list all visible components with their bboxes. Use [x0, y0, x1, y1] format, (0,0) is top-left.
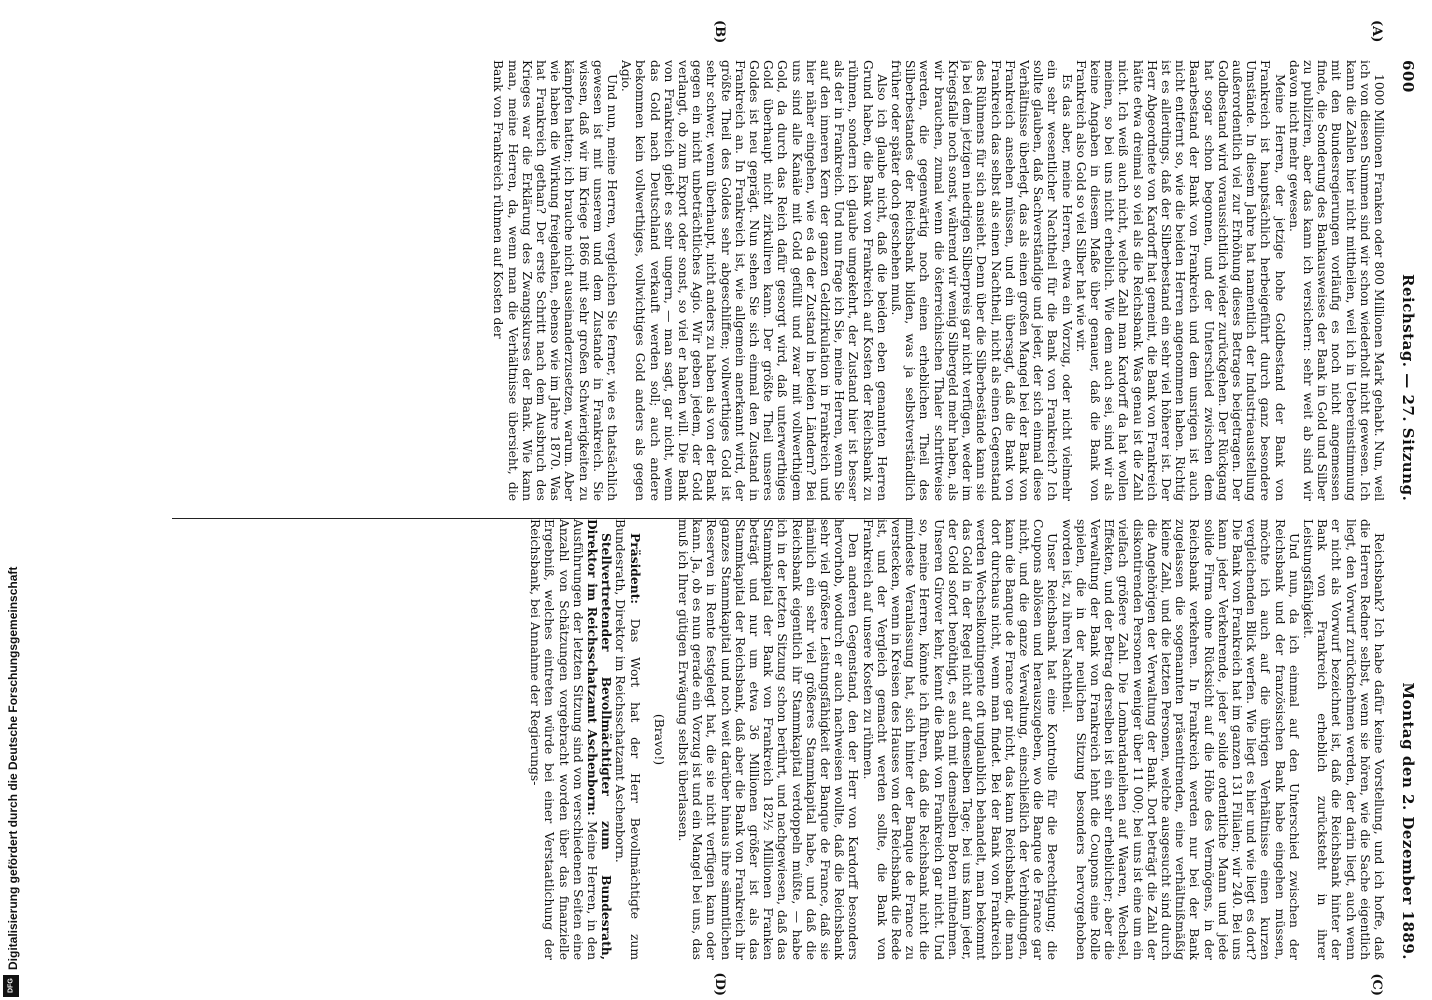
right-column: [140, 519, 1386, 960]
speaker-text: Meine Herren, in den Ausführungen der letzten Sitzung sind von verschiedenen Seiten eine Anzahl von Schätzungen vorgebracht worden über das finanzielle Ergebniß, welches eintreten würde bei einer Verstaatlichung der Reichsbank, bei Annahme der Regierungs-: [528, 519, 600, 960]
left-paragraph: Meine Herren, der jetzige hohe Goldbestand der Bank von Frankreich ist hauptsächlich herbeigeführt durch ganz besondere Umstände. In diesem Jahre hat namentlich der Industrieausstellung außerordentlich viel zur Erhöhung dieses Betrages beigetragen. Der Goldbestand wird voraussichtlich wieder zurückgehen. Der Rückgang hat sogar schon begonnen, und der Unterschied zwischen dem Baarbestand der Bank von Frankreich und dem unsrigen ist auch nicht entfernt so, wie die beiden Herren angenommen haben. Richtig ist es allerdings, daß der Silberbestand ein sehr viel höherer ist. Der Herr Abgeordnete von Kardorff hat gemeint, die Bank von Frankreich hätte etwa dreimal so viel als die Reichsbank. Was genau ist die Zahl nicht. Ich weiß auch nicht, welche Zahl man Kardorff da hat wollen meinen, so bei uns nicht erheblich. Wie dem auch sei, sind wir als keine Angaben in diesem Maße über genauer, daß die Bank von Frankreich also Gold so viel Silber hat wie wir.: [1073, 60, 1287, 501]
margin-mark-c: (C): [1369, 973, 1384, 996]
president-text: Das Wort hat der Herr Bevollmächtigte zum Bundesrath, Direktor im Reichsschatzamt Aschenborn.: [613, 519, 642, 960]
dfg-logo-icon: DFG: [3, 975, 19, 997]
right-paragraph: Unser Reichsbank hat eine Kontrolle für die Berechtigung; die Coupons ablösen und herauszugeben, wo die Banque de France gar nicht, und die ganze Verwaltung, einschließlich der Verbindungen, kann die Banque de France gar nicht, das kann Reichsbank, die man dort durchaus nicht, wenn man findet. Bei der Bank von Frankreich werden Wechselkontingente oft unglaublich behandelt, man bekommt das Gold in der Regel nicht auf demselben Tage; bei uns kann jeder, der Gold sofort benöthigt, es auch mit demselben Boten mitnehmen. Unseren Girover kehr, kennt die Bank von Frankreich gar nicht. Und so, meine Herren, könnte ich führen, daß die Reichsbank nicht die mindeste Veranlassung hat, sich hinter der Banque de France zu verstecken, wenn in Kreisen des Hauses von der Reichsbank die Rede ist, und der Vergleich gemacht werden sollte, die Bank von Frankreich auf unsere Kosten zu rühmen.: [860, 519, 1060, 960]
margin-mark-a: (A): [1369, 20, 1384, 43]
speaker-label: Stellvertretender Bevollmächtigter zum Bundesrath, Direktor im Reichsschatzamt Aschenborn:: [585, 519, 615, 960]
left-paragraph: Also ich glaube nicht, daß die beiden eben genannten Herren Grund haben, die Bank von Frankreich auf Kosten der Reichsbank zu rühmen, sondern ich glaube umgekehrt, der Zustand hier ist besser als der in Frankreich. Und nun frage ich Sie, meine Herren, wenn Sie auf den inneren Kern der ganzen Geldzirkulation in Frankreich und hier näher eingehen, wie es da der Zustand in beiden Ländern? Bei uns sind alle Kanäle mit Gold gefüllt und zwar mit vollwerthigem Gold, da durch das Reich dafür gesorgt wird, daß unterwerthiges Gold überhaupt nicht zirkuliren kann. Der größte Theil unseres Goldes ist neu geprägt. Nun sehen Sie sich einmal den Zustand in Frankreich an. In Frankreich ist, wie allgemein anerkannt wird, der größte Theil des Goldes sehr abgeschliffen; vollwerthiges Gold ist sehr schwer, wenn überhaupt, nicht anders zu haben als von der Bank gegen ein nicht unbeträchtliches Agio. Wir geben jedem, der Gold verlangt, ob zum Export oder sonst, so viel er haben will. Die Bank von Frankreich giebt es sehr ungern, — man sagt, gar nicht, wenn das Gold nach Deutschland verkauft werden soll; auch andere bekommen kein vollwerthiges, vollwichtiges Gold anders als gegen Agio.: [619, 60, 889, 501]
left-paragraph: 1000 Millionen Franken oder 800 Millionen Mark gehabt. Nun, weil ich von diesen Summen sind wir schon wiederholt nicht gewesen. Ich kann die Zahlen hier nicht mittheilen, weil ich in Uebereinstimmung mit den Bundesregierungen vorläufig es noch nicht angemessen finde, die Sonderung des Bankausweises der Bank in Gold und Silber zu publiziren, aber das kann ich versichern: sehr weit ab sind wir davon nicht mehr gewesen.: [1286, 60, 1386, 501]
margin-mark-d: (D): [712, 972, 727, 996]
right-paragraph: Den anderen Gegenstand, den der Herr von Kardorff besonders hervorhob, wodurch er auch nachweisen wollte, daß die Reichsbank sehr viel größere Leistungsfähigkeit der Banque de France, daß sie nämlich ein sehr viel größeres Stammkapital habe, und daß die Reichsbank eigentlich ihr Stammkapital verdoppeln müßte, — habe ich in der letzten Sitzung schon berührt, und nachgewiesen, daß das Stammkapital der Bank von Frankreich 182½ Millionen Franken beträgt und nur um etwa 36 Millionen größer ist als das Stammkapital der Reichsbank, daß aber die Bank von Frankreich ihr ganzes Stammkapital und noch weit darüber hinaus ihre sämmtlichen Reserven in Rente festgelegt hat, die sie nicht verfügen kann oder kann. Ja, ob es nun gerade ein Vorzug ist und ein Mangel bei uns, das muß ich Ihrer gütigen Erwägung selbst überlassen.: [676, 519, 861, 960]
speaker-remark: [528, 519, 613, 960]
margin-mark-b: (B): [712, 20, 727, 44]
right-paragraph: Und nun, da ich einmal auf den Unterschied zwischen der Reichsbank und der französischen Bank habe eingehen müssen, möchte ich auch auf die übrigen Verhältnisse einen kurzen vergleichenden Blick werfen. Wie liegt es hier und wie liegt es dort? Die Bank von Frankreich hat im ganzen 131 Filialen; wir 240. Bei uns kann jeder Verkehrende, jeder solide ordentliche Mann und jede solide Firma ohne Rücksicht auf die Höhe des Vermögens, in der Reichsbank verkehren. In Frankreich werden nur bei der Bank zugelassen die sogenannten präsentirenden, eine verhältnißmäßig kleine Zahl, und die letzten Personen, welche ausgesucht sind durch die Angehörigen der Verwaltung der Bank. Dort beträgt die Zahl der diskontirenden Personen weniger über 11 000; bei uns ist eine um ein vielfach größere Zahl. Die Lombardanleihen auf Waaren, Wechsel, Effekten, und der Betrag derselben ist ein sehr erheblicher; aber die Verwaltung der Bank von Frankreich lehnt die Coupons eine Rolle spielen, die in der neulichen Sitzung besonders hervorgehoben worden ist, zu ihren Nachtheil.: [1059, 519, 1301, 960]
president-remark: [613, 519, 641, 960]
digitization-footer: [0, 0, 22, 1000]
column-divider: [172, 518, 912, 519]
applause-note: (Bravo!): [651, 713, 666, 766]
left-column: [140, 60, 1386, 501]
right-paragraph: Reichsbank? Ich habe dafür keine Vorstellung, und ich hoffe, daß die Herren Redner selbst, wenn sie hören, wie die Sache eigentlich liegt, den Vorwurf zurücknehmen werden, der darin liegt, auch wenn er nicht als Vorwurf bezeichnet ist, daß die Reichsbank hinter der Bank von Frankreich erheblich zurücksteht in ihrer Leistungsfähigkeit.: [1300, 519, 1386, 960]
running-title: Reichstag. — 27. Sitzung.: [1399, 273, 1417, 502]
president-label: Präsident:: [627, 533, 643, 604]
running-head: [1392, 60, 1424, 960]
digitization-note: Digitalisierung gefördert durch die Deutsche Forschungsgemeinschaft: [6, 566, 20, 970]
page-number: 600: [1399, 60, 1417, 93]
text-columns: [140, 60, 1386, 960]
left-paragraph: Und nun, meine Herren, vergleichen Sie ferner, wie es thatsächlich gewesen ist mit unserem und dem Zustande in Frankreich. Sie wissen, daß wir im Kriege 1866 mit sehr großen Schwierigkeiten zu kämpfen hatten; ich brauche nicht auseinanderzusetzen, warum. Aber wie haben die Wirkung freigehalten, ebenso wie im Jahre 1870. Was hat Frankreich gethan? Der erste Schritt nach dem Ausbruch des Krieges war die Erklärung des Zwangskurses der Bank. Wie kann man, meine Herren, da, wenn man die Verhältnisse übersieht, die Bank von Frankreich rühmen auf Kosten der: [491, 60, 620, 501]
session-date: Montag den 2. Dezember 1889.: [1399, 682, 1417, 960]
left-paragraph: Es das aber, meine Herren, etwa ein Vorzug, oder nicht vielmehr ein sehr wesentlicher Nachtheil für die Bank von Frankreich? Ich sollte glauben, daß Sachverständige und jeder, der sich einmal diese Verhältnisse überlegt, das als einen großen Mangel bei der Bank von Frankreich ansehen müssen, und ein übersagt, daß die Bank von Frankreich das selbst als einen Nachtheil, nicht als einen Gegenstand des Rühmens für sich ansieht. Denn über die Silberbestände kann sie ja bei dem jetzigen niedrigen Silberpreis gar nicht verfügen, weder im Kriegsfalle noch sonst, während wir wenig Silbergeld mehr haben, als wir brauchen, zumal wenn die österreichischen Thaler schrittweise werden, die gegenwärtig noch einen erheblichen Theil des Silberbestandes der Reichsbank bilden, was ja selbstverständlich früher oder später doch geschehen muß.: [889, 60, 1074, 501]
